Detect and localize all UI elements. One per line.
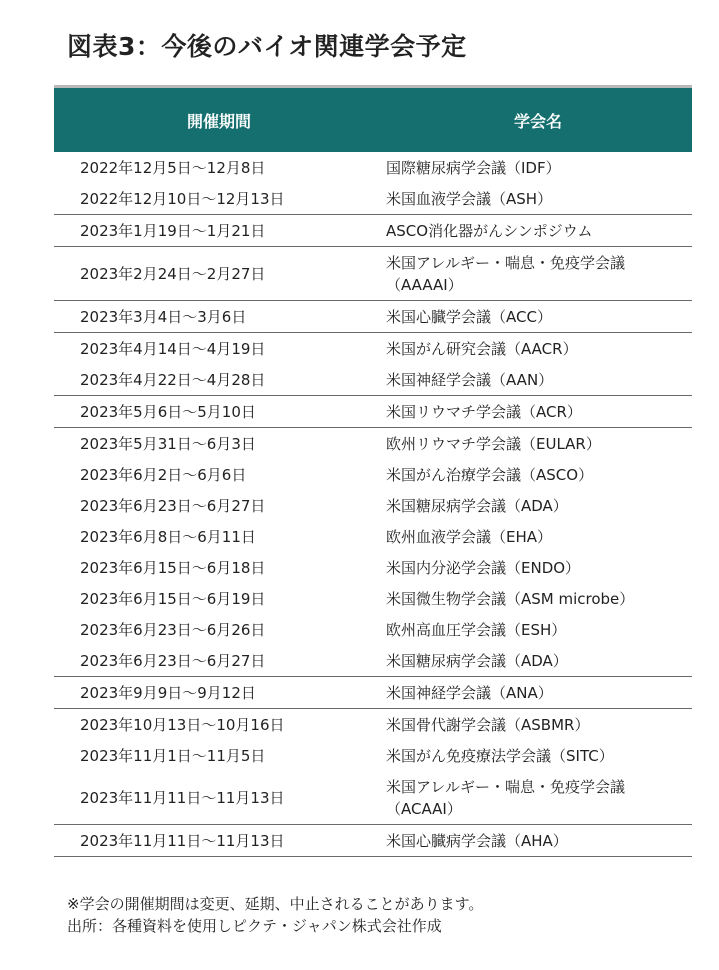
- period-cell: 2023年6月23日～6月27日: [80, 496, 266, 515]
- period-cell: 2023年6月2日～6月6日: [80, 465, 247, 484]
- conference-cell: 米国リウマチ学会議（ACR）: [384, 396, 692, 428]
- conference-cell: 欧州リウマチ学会議（EULAR）: [384, 428, 692, 460]
- conference-cell: 米国がん治療学会議（ASCO）: [386, 465, 594, 484]
- table-row: [54, 552, 692, 583]
- conference-cell: 国際糖尿病学会議（IDF）: [386, 158, 561, 177]
- conference-name-line1: 米国アレルギー・喘息・免疫学会議: [386, 777, 626, 796]
- table-row: [54, 459, 692, 490]
- period-cell: 2023年11月11日～11月13日: [80, 788, 285, 807]
- conference-cell: ASCO消化器がんシンポジウム: [384, 215, 692, 247]
- period-cell: 2023年11月11日～11月13日: [54, 825, 384, 857]
- period-cell: 2023年6月15日～6月19日: [80, 589, 266, 608]
- table-row: [54, 215, 692, 247]
- table-row: [54, 364, 692, 396]
- period-cell: 2023年2月24日～2月27日: [54, 247, 384, 301]
- footnote-source: 出所：各種資料を使用しピクテ・ジャパン株式会社作成: [67, 917, 442, 935]
- period-cell: 2023年1月19日～1月21日: [54, 215, 384, 247]
- conference-cell: [384, 771, 692, 825]
- table-row: [54, 301, 692, 333]
- conference-cell: 米国心臓病学会議（AHA）: [384, 825, 692, 857]
- table-row: [54, 183, 692, 215]
- period-cell: 2023年4月22日～4月28日: [80, 370, 266, 389]
- table-row: [54, 247, 692, 301]
- period-cell: 2023年3月4日～3月6日: [54, 301, 384, 333]
- table-row: [54, 645, 692, 677]
- conference-name-line2: （ACAAI）: [386, 799, 462, 818]
- period-cell: 2023年10月13日～10月16日: [54, 709, 384, 741]
- period-cell: 2023年5月31日～6月3日: [54, 428, 384, 460]
- table-row: [54, 740, 692, 771]
- period-cell: 2022年12月10日～12月13日: [80, 189, 285, 208]
- period-cell: 2023年9月9日～9月12日: [54, 677, 384, 709]
- period-cell: 2023年4月14日～4月19日: [54, 333, 384, 365]
- conference-cell: [384, 247, 692, 301]
- conference-cell: 米国神経学会議（AAN）: [386, 370, 554, 389]
- header-conference-name: 学会名: [384, 87, 692, 153]
- page-title: 図表3：今後のバイオ関連学会予定: [67, 32, 467, 61]
- period-cell: 2022年12月5日～12月8日: [80, 158, 266, 177]
- conference-cell: 米国神経学会議（ANA）: [384, 677, 692, 709]
- table-row: [54, 521, 692, 552]
- table-header-row: [54, 87, 692, 153]
- footnotes: [67, 893, 483, 937]
- table-row: [54, 677, 692, 709]
- conference-name-line1: 米国アレルギー・喘息・免疫学会議: [386, 253, 626, 272]
- conference-cell: 欧州高血圧学会議（ESH）: [386, 620, 567, 639]
- period-cell: 2023年11月1日～11月5日: [80, 746, 266, 765]
- conference-cell: 米国内分泌学会議（ENDO）: [386, 558, 581, 577]
- footnote-disclaimer: ※学会の開催期間は変更、延期、中止されることがあります。: [67, 895, 484, 913]
- table-row: [54, 428, 692, 460]
- conference-cell: 米国血液学会議（ASH）: [386, 189, 553, 208]
- period-cell: 2023年6月15日～6月18日: [80, 558, 266, 577]
- conference-cell: 米国糖尿病学会議（ADA）: [386, 651, 568, 670]
- period-cell: 2023年6月23日～6月27日: [80, 651, 266, 670]
- header-period: 開催期間: [54, 87, 384, 153]
- table-row: [54, 152, 692, 183]
- table-row: [54, 583, 692, 614]
- table-row: [54, 333, 692, 365]
- table-row: [54, 771, 692, 825]
- conference-cell: 米国微生物学会議（ASM microbe）: [386, 589, 635, 608]
- table-row: [54, 825, 692, 857]
- table-row: [54, 490, 692, 521]
- conference-cell: 米国骨代謝学会議（ASBMR）: [384, 709, 692, 741]
- table-row: [54, 709, 692, 741]
- period-cell: 2023年6月23日～6月26日: [80, 620, 266, 639]
- conference-cell: 米国糖尿病学会議（ADA）: [386, 496, 568, 515]
- conference-schedule-table: [54, 85, 692, 857]
- conference-cell: 米国がん免疫療法学会議（SITC）: [386, 746, 614, 765]
- period-cell: 2023年5月6日～5月10日: [54, 396, 384, 428]
- period-cell: 2023年6月8日～6月11日: [80, 527, 256, 546]
- conference-name-line2: （AAAAI）: [386, 275, 463, 294]
- table-row: [54, 614, 692, 645]
- table-row: [54, 396, 692, 428]
- conference-cell: 米国がん研究会議（AACR）: [384, 333, 692, 365]
- conference-cell: 米国心臓学会議（ACC）: [384, 301, 692, 333]
- conference-cell: 欧州血液学会議（EHA）: [386, 527, 553, 546]
